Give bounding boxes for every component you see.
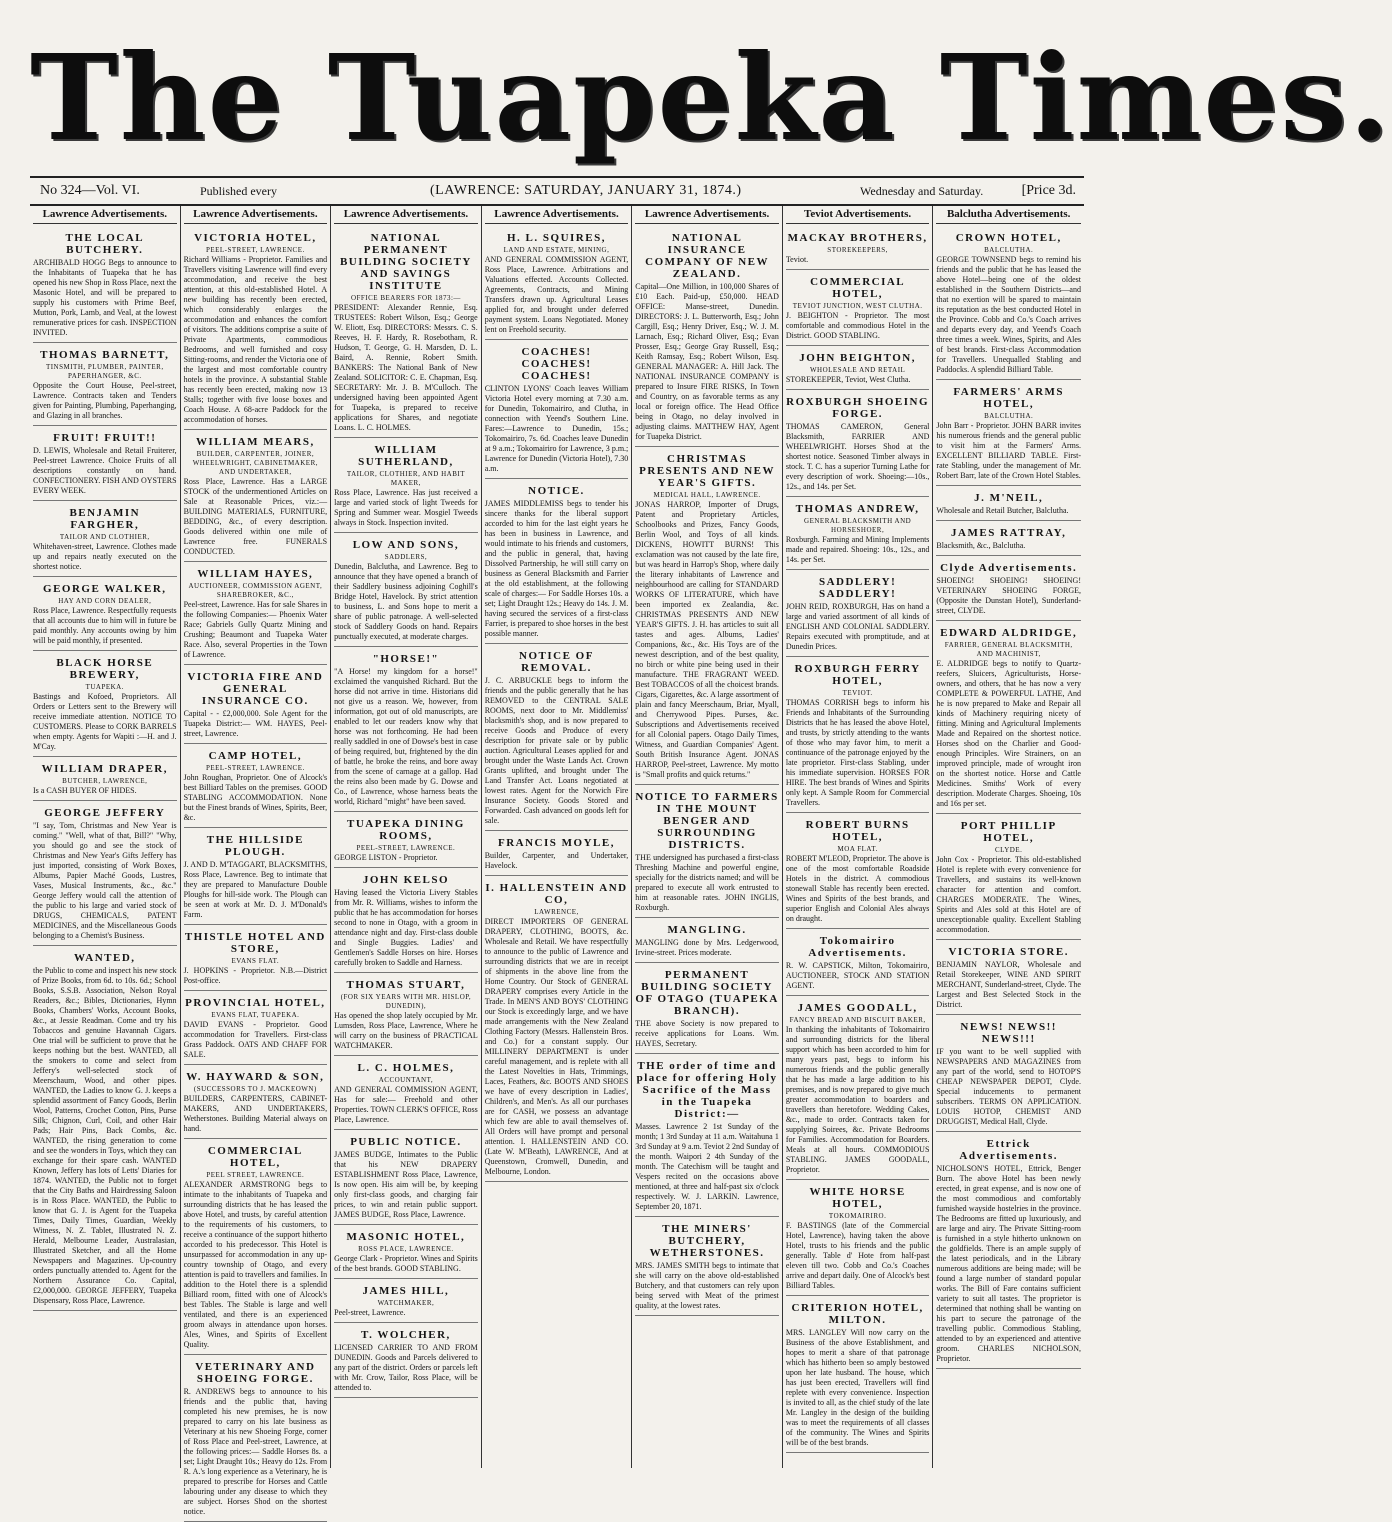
advertisement-body: JOHN REID, ROXBURGH, Has on hand a large and varied assortment of all kinds of ENGLISH AND COLONIAL SADDLERY. Repairs executed with promptitude, and at Dunedin Prices.	[785, 602, 930, 651]
advertisement-body: Teviot.	[785, 255, 809, 264]
advertisement	[485, 878, 629, 1182]
advertisement-subtitle: EVANS FLAT, TUAPEKA.	[211, 1011, 300, 1019]
advertisement-subtitle: LAWRENCE,	[534, 908, 579, 916]
advertisement	[33, 503, 177, 577]
advertisement-body: Richard Williams - Proprietor. Families and Travellers visiting Lawrence will find every accommodation, and receive the best attention, at this old-established Hotel. A new building has recently been erected, which considerably enlarges the accommodation and enhances the comfort of visitors. The additions comprise a suite of Private Apartments, commodious Bedrooms, and well furnished and cosy Sitting-rooms, and render the Victoria one of the largest and most comfortable country hotels in the province. A substantial Stable has recently been erected, making now 13 Stalls; together with five loose boxes and Coach House. A 68-acre Paddock for the accommodation of horses.	[183, 255, 328, 424]
advertisement-subtitle: TOKOMAIRIRO.	[828, 1212, 887, 1220]
advertisement-subtitle: MOA FLAT.	[837, 845, 878, 853]
advertisement	[936, 228, 1081, 380]
advertisement	[334, 870, 478, 973]
advertisement-body: PRESIDENT: Alexander Rennie, Esq. TRUSTEES: Robert Wilson, Esq.; George W. Eliott, Esq. DIRECTORS: Messrs. C. S. Reeves, H. F. Hardy, R. Rosebotham, R. Hudson, T. George, G. H. Marsden, D. L. Baird, A. Rennie, Robert Smith. BANKERS: The National Bank of New Zealand. SOLICITOR: C. E. Chapman, Esq. SECRETARY: Mr. J. B. M'Culloch. The undersigned having been appointed Agent for Tuapeka, is prepared to receive applications for Shares, and negotiate Loans. L. C. HOLMES.	[334, 303, 478, 432]
advertisement	[786, 572, 930, 657]
advertisement-body: ARCHIBALD HOGG Begs to announce to the Inhabitants of Tuapeka that he has opened his new Shop in Ross Place, next the Masonic Hotel, and will be prepared to supply his customers with Prime Beef, Mutton, Pork, Lamb, and Veal, at the lowest remunerative prices for cash. INSPECTION INVITED.	[33, 258, 177, 337]
advertisement	[786, 1182, 930, 1296]
advertisement-body: MRS. JAMES SMITH begs to intimate that she will carry on the above old-established Butchery, and that customers can rely upon being served with Meat of the primest quality, at the lowest rates.	[635, 1261, 779, 1310]
advertisement-title: NATIONAL INSURANCE COMPANY OF NEW ZEALAND.	[645, 232, 769, 280]
advertisement-subtitle: CLYDE.	[995, 846, 1023, 854]
advertisement-title: H. L. SQUIRES,	[507, 232, 606, 244]
advertisement	[184, 228, 328, 430]
advertisement-title: THE HILLSIDE PLOUGH.	[206, 834, 304, 858]
advertisement-body: F. BASTINGS (late of the Commercial Hotel, Lawrence), having taken the above Hotel, trusts to his friends and the public generally. Table d' Hote from half-past eleven till two. Cobb and Co.'s Coaches arrive and depart daily. One of Alcock's best Billiard Tables.	[785, 1221, 930, 1290]
advertisement-body: Masses. Lawrence 2 1st Sunday of the month; 1 3rd Sunday at 11 a.m. Waitahuna 1 3rd Sunday at 9 a.m. Teviot 2 2nd Sunday of the month. Waipori 2 4th Sunday of the month. The Catechism will be taught and Vespers recited on the occasions above mentioned, at three and half-past six o'clock respectively. W. J. LARKIN. Lawrence, September 20, 1871.	[635, 1122, 779, 1211]
advertisement-body: BENJAMIN NAYLOR, Wholesale and Retail Storekeeper, WINE AND SPIRIT MERCHANT, Sunderland-street, Clyde. The Largest and Best Selected Stock in the District.	[936, 960, 1081, 1009]
advertisement	[936, 558, 1081, 621]
advertisement-body: GEORGE TOWNSEND begs to remind his friends and the public that he has leased the above Hotel—being one of the oldest established in the Southern Districts—and that no exertion will be spared to maintain its reputation as the best conducted Hotel in the Province. Cobb and Co.'s Coach arrives and departs every day, and Yeend's Coach three times a week. Wines, Spirits, and Ales of best brands. First-class Accommodation for Travellers. Unequalled Stabling and Paddocks. A splendid Billiard Table.	[936, 255, 1081, 374]
dateline	[30, 176, 1084, 206]
advertisement-title: BENJAMIN FARGHER,	[69, 507, 141, 531]
advertisement-subtitle: ACCOUNTANT,	[378, 1076, 434, 1084]
newspaper-title: The Tuapeka Times.	[30, 28, 1392, 167]
advertisement-body: JONAS HARROP, Importer of Drugs, Patent and Proprietary Articles, Schoolbooks and Prizes, Fancy Goods, Berlin Wool, and Toys of all kinds. DICKENS, HOWITT BURNS! This exclamation was not caused by the late fire, but was heard in Harrop's Shop, where daily the literary inhabitants of Lawrence and neighbourhood are calling for STANDARD WORKS OF LITERATURE, which have been imported ex Zealandia, &c. CHRISTMAS PRESENTS AND NEW YEAR'S GIFTS. J. H. has articles to suit all tastes and ages. Albums, Ladies' Companions, &c., &c. His Toys are of the newest description, and of the best quality, no birch or white pine being used in their manufacture. THE FRAGRANT WEED. Best TOBACCOS of all the choicest brands. Cigars, Cigarettes, &c. A large assortment of plain and fancy Meerschaum, Briar, Myall, and Cherrywood Pipes. Purses, &c. Subscriptions and Advertisements received for all Colonial papers. Otago Daily Times, Witness, and Guardian Companies' Agent. South British Insurance Agent. JONAS HARROP, Peel-street, Lawrence. My motto is "Small profits and quick returns."	[635, 500, 779, 779]
advertisement-body: Capital - - £2,000,000. Sole Agent for the Tuapeka District:— WM. HAYES, Peel-street, Lawrence.	[183, 709, 328, 738]
advertisement-columns	[30, 206, 1084, 1516]
advertisement	[334, 649, 478, 812]
advertisement-subtitle: PEEL-STREET, LAWRENCE.	[356, 844, 456, 852]
advertisement-title: WHITE HORSE HOTEL,	[809, 1186, 906, 1210]
advertisement-body: J. C. ARBUCKLE begs to inform the friends and the public generally that he has REMOVED to the CENTRAL SALE ROOMS, next door to Mr. Middlemiss' blacksmith's shop, and is now prepared to receive Goods and Produce of every description for private sale or by public auction. Agricultural Leases applied for and brought under the Waste Lands Act. Crown Grants uplifted, and brought under The Land Transfer Act. Loans negotiated at lowest rates. Agent for the Norwich Fire Insurance Society. Goods Stored and Forwarded. Cash advanced on goods left for sale.	[484, 676, 629, 825]
advertisement	[936, 382, 1081, 486]
advertisement-title: COMMERCIAL HOTEL,	[810, 276, 906, 300]
advertisement-body: Dunedin, Balclutha, and Lawrence. Beg to announce that they have opened a branch of their Saddlery business adjoining Coghill's Bridge Hotel, Havelock. By strict attention to business, L. and Sons hope to merit a share of public patronage. A well-selected stock of Saddlery Goods on hand. Repairs punctually executed, at moderate charges.	[334, 562, 478, 641]
advertisement-subtitle: TINSMITH, PLUMBER, PAINTER, PAPERHANGER, &C.	[45, 363, 164, 380]
advertisement-title: I. HALLENSTEIN AND CO,	[485, 882, 628, 906]
advertisement	[485, 481, 629, 644]
advertisement-body: BUILDERS, CARPENTERS, CABINET-MAKERS, AND UNDERTAKERS, Wetherstones. Building Material always on hand.	[183, 1094, 328, 1133]
advertisement-body: John Barr - Proprietor. JOHN BARR invites his numerous friends and the general public to visit him at the Farmers' Arms. EXCELLENT BILLIARD TABLE. First-rate Stabling, under the management of Mr. Robert Barr, late of the Crown Hotel Stables.	[936, 421, 1081, 480]
advertisement-body: CLINTON LYONS' Coach leaves William Victoria Hotel every morning at 7.30 a.m. for Dunedin, Tokomairiro, and Clutha, in connection with Yeend's Southern Line. Fares:—Lawrence to Dunedin, 15s.; Tokomairiro, 7s. 6d. Coaches leave Dunedin at 9 a.m.; Tokomairiro for Lawrence, 3 p.m.; Lawrence for Dunedin (Victoria Hotel), 7.30 a.m.	[484, 384, 629, 473]
advertisement-body: "A Horse! my kingdom for a horse!" exclaimed the vanquished Richard. But the horse did not arrive in time. Historians did not give us a reason. We, however, from information, got out of old manuscripts, are enabled to let our readers know why that horse was not forthcoming. He had been really saddled in one of Dowse's best in case of being required, but, frightened by the din of battle, he broke the reins, and bore away from the scene of carnage at a gallop. Had the reins also been made by G. Dowse and Co., of Lawrence, whose harness beats the world, Richard "might" have been saved.	[334, 667, 478, 806]
advertisement	[635, 965, 779, 1054]
advertisement-body: Bastings and Kofoed, Proprietors. All Orders or Letters sent to the Brewery will receive immediate attention. NOTICE TO CUSTOMERS. Please to CORK BARRELS when empty. Agents for Wapiti :—H. and J. M'Cay.	[33, 692, 177, 751]
advertisement-subtitle: PEEL-STREET, LAWRENCE.	[205, 246, 305, 254]
advertisement-title: VICTORIA FIRE AND GENERAL INSURANCE CO.	[187, 671, 324, 707]
advertisement-subtitle: BUILDER, CARPENTER, JOINER, WHEELWRIGHT, CABINETMAKER, AND UNDERTAKER,	[192, 450, 318, 476]
advertisement-body: John Roughan, Proprietor. One of Alcock's best Billiard Tables on the premises. GOOD STABLING ACCOMMODATION. None but the Finest brands of Wines, Spirits, Beer, &c.	[183, 773, 328, 822]
advertisement-body: J. HOPKINS - Proprietor. N.B.—District Post-office.	[183, 966, 328, 985]
advertisement-subtitle: FARRIER, GENERAL BLACKSMITH, AND MACHINIST,	[944, 641, 1073, 658]
advertisement	[786, 659, 930, 813]
advertisement-body: ROBERT M'LEOD, Proprietor. The above is one of the most comfortable Roadside Hotels in the district. A commodious stonewall Stable has recently been erected. Wines and Spirits of the best brands, and superior English and Colonial Ales always on draught.	[785, 854, 930, 923]
advertisement-title: WILLIAM DRAPER,	[41, 763, 168, 775]
advertisement-subtitle: WATCHMAKER,	[377, 1299, 435, 1307]
advertisement	[334, 1227, 478, 1279]
advertisement-title: ROXBURGH FERRY HOTEL,	[794, 663, 921, 687]
advertisement	[184, 667, 328, 744]
advertisement-title: ROXBURGH SHOEING FORGE.	[786, 396, 930, 420]
advertisement-body: THE above Society is now prepared to receive applications for Loans. Wm. HAYES, Secretary.	[635, 1019, 779, 1048]
advertisement	[184, 927, 328, 991]
advertisement	[635, 1219, 779, 1316]
advertisement-body: DIRECT IMPORTERS OF GENERAL DRAPERY, CLOTHING, BOOTS, &c. Wholesale and Retail. We have respectfully to announce to the public of Lawrence and surrounding districts that we are in receipt of shipments in the above line from the Home Country. Our Stock of GENERAL DRAPERY comprises every Article in the Trade. In MEN'S AND BOYS' CLOTHING our Stock is exceedingly large, and we have made arrangements with the New Zealand Clothing Factory (Messrs. Hallenstein Bros. and Co.) for a constant supply. Our MILLINERY DEPARTMENT is under careful management, and is replete with all the Latest Novelties in Hats, Trimmings, Laces, Feathers, &c. BOOTS AND SHOES we have of every description in Ladies', Children's, and Men's. As all our purchases are for CASH, we possess an advantage which few are able to avail themselves of. All Orders will have prompt and personal attention. I. HALLENSTEIN AND CO. (Late W. M'Beath), LAWRENCE, And at Queenstown, Cromwell, Dunedin, and Melbourne, London.	[484, 917, 629, 1176]
advertisement-body: the Public to come and inspect his new stock of Prize Books, from 6d. to 10s. 6d.; School Books, S.S.B. Association, Nelson Royal Readers, &c.; Bibles, Dictionaries, Hymn Books, Chambers' Works, Account Books, &c., at Jessie Readman. Come and try his Tobaccos and genuine Havannah Cigars. One trial will be sufficient to prove that he keeps nothing but the best. WANTED, all the smokers to come and select from Jeffery's well-selected stock of Meerschaum, Wood, and other pipes. WANTED, the Ladies to know G. J. keeps a splendid assortment of Fancy Goods, Berlin Wool, Patterns, Crochet Cotton, Pins, Purse Silk; Chignon, Curl, Coil, and other Hair Pads; Hair Pins, Back Combs, &c. WANTED, the rising generation to come and see the wonders in Toys, which they can exchange for their spare cash. WANTED Known, Jeffery has lots of Letts' Diaries for 1874. WANTED, the Public not to forget that the City Baths and Hairdressing Saloon is in Ross Place. WANTED, the Public to know that G. J. is Agent for the Tuapeka Times, Daily Times, Guardian, Weekly Witness, N. Z. Tablet, Illustrated N. Z. Herald, Melbourne Leader, Australasian, Illustrated Sketcher, and all the Home Newspapers and Magazines. Up-country orders punctually attended to. Agent for the Northern Assurance Co. Capital, £2,000,000. GEORGE JEFFERY, Tuapeka Dispensary, Ross Place, Lawrence.	[33, 966, 177, 1305]
advertisement-body: Has opened the shop lately occupied by Mr. Lumsden, Ross Place, Lawrence, Where he will carry on the business of PRACTICAL WATCHMAKER.	[334, 1011, 478, 1050]
advertisement-subtitle: TUAPEKA.	[85, 683, 124, 691]
advertisement	[786, 392, 930, 497]
advertisement	[184, 830, 328, 925]
advertisement-subtitle: TAILOR AND CLOTHIER,	[59, 533, 150, 541]
column-heading: Lawrence Advertisements.	[184, 206, 328, 224]
advertisement	[936, 623, 1081, 814]
advertisement	[33, 803, 177, 946]
advertisement-subtitle: BALCLUTHA.	[984, 246, 1034, 254]
advertisement-title: CROWN HOTEL,	[955, 232, 1062, 244]
advertisement	[635, 1056, 779, 1217]
advertisement	[184, 1067, 328, 1139]
advertisement-title: FRUIT! FRUIT!!	[53, 432, 157, 444]
advertisement-body: IF you want to be well supplied with NEWSPAPERS AND MAGAZINES from any part of the world, send to HOTOP'S CHEAP NEWSPAPER DEPOT, Clyde. Special inducements to permanent subscribers. TERMS ON APPLICATION. LOUIS HOTOP, CHEMIST AND DRUGGIST, Medical Hall, Clyde.	[936, 1047, 1081, 1126]
advertisement-body: AND GENERAL COMMISSION AGENT, Has for sale:— Freehold and other Properties. TOWN CLERK'S OFFICE, Ross Place, Lawrence.	[334, 1085, 478, 1124]
advertisement	[33, 428, 177, 501]
column-2	[181, 206, 332, 1516]
advertisement	[33, 345, 177, 426]
advertisement-subtitle: FANCY BREAD AND BISCUIT BAKER,	[789, 1016, 926, 1024]
price: [Price 3d.	[1021, 183, 1076, 198]
advertisement	[485, 833, 629, 876]
advertisement-body: AND GENERAL COMMISSION AGENT, Ross Place, Lawrence. Arbitrations and Valuations effected. Accounts Collected. Agreements, Contracts, and Mining Transfers drawn up. Agricultural Leases applied for, and brought under deferred payment system. Loans Negotiated. Money lent on Freehold security.	[484, 255, 629, 334]
advertisement-subtitle: OFFICE BEARERS FOR 1873:—	[350, 294, 461, 302]
advertisement-title: GEORGE WALKER,	[43, 583, 167, 595]
column-3	[331, 206, 482, 1468]
advertisement	[334, 535, 478, 647]
advertisement-title: JAMES RATTRAY,	[951, 527, 1067, 539]
advertisement-body: MANGLING done by Mrs. Ledgerwood, Irvine-street. Prices moderate.	[635, 938, 779, 957]
advertisement-title: J. M'NEIL,	[974, 492, 1044, 504]
advertisement-title: THE MINERS' BUTCHERY, WETHERSTONES.	[649, 1223, 765, 1259]
advertisement-body: D. LEWIS, Wholesale and Retail Fruiterer, Peel-street Lawrence. Choice Fruits of all descriptions constantly on hand. CONFECTIONERY. FISH AND OYSTERS EVERY WEEK.	[33, 446, 177, 495]
advertisement-body: Blacksmith, &c., Balclutha.	[936, 541, 1026, 550]
advertisement	[184, 746, 328, 828]
advertisement	[33, 579, 177, 651]
advertisement-body: JAMES BUDGE, Intimates to the Public that his NEW DRAPERY ESTABLISHMENT Ross Place, Lawrence, Is now open. His aim will be, by keeping only first-class goods, and charging fair prices, to win and retain public support. JAMES BUDGE, Ross Place, Lawrence.	[334, 1150, 478, 1219]
column-6	[783, 206, 934, 1468]
advertisement-body: Roxburgh. Farming and Mining Implements made and repaired. Shoeing: 10s., 12s., and 14s. per Set.	[785, 535, 930, 564]
advertisement	[485, 342, 629, 479]
advertisement-body: LICENSED CARRIER TO AND FROM DUNEDIN. Goods and Parcels delivered to any part of the district. Orders or parcels left with Mr. Crow, Tailor, Ross Place, will be attended to.	[334, 1343, 478, 1392]
advertisement-body: THOMAS CAMERON, General Blacksmith, FARRIER AND WHEELWRIGHT. Horses Shod at the shortest notice. Seasoned Timber always in stock. T. C. has a superior Turning Lathe for every description of work. Shoeing:—10s., 12s., and 14s. per Set.	[785, 422, 930, 491]
advertisement-title: NOTICE OF REMOVAL.	[519, 650, 594, 674]
masthead	[30, 28, 1392, 168]
advertisement-title: PORT PHILLIP HOTEL,	[960, 820, 1057, 844]
advertisement-body: J. BEIGHTON - Proprietor. The most comfortable and commodious Hotel in the District. GOOD STABLING.	[785, 311, 930, 340]
advertisement-body: J. AND D. M'TAGGART, BLACKSMITHS, Ross Place, Lawrence. Beg to intimate that they are prepared to Manufacture Double Ploughs for hill-side work. The Plough can be seen at work at Mr. D. J. M'Donald's Farm.	[183, 860, 328, 919]
advertisement-title: L. C. HOLMES,	[357, 1062, 455, 1074]
column-7	[933, 206, 1084, 1468]
advertisement-body: Peel-street, Lawrence. Has for sale Shares in the following Companies:— Phoenix Water Race; Gabriels Gully Quartz Mining and Crushing; Beaumont and Tuapeka Water Race. Also, several Properties in the Town of Lawrence.	[183, 600, 328, 659]
advertisement-body: THOMAS CORRISH begs to inform his Friends and Inhabitants of the Surrounding Districts that he has leased the above Hotel, and trusts, by strictly attending to the wants of those who may favor him, to merit a continuance of the patronage enjoyed by the late proprietor. First-class Stabling, under his immediate supervision. HORSES FOR HIRE. The best brands of Wines and Spirits only kept. A Sample Room for Commercial Travellers.	[785, 698, 930, 807]
advertisement-body: Is a CASH BUYER OF HIDES.	[33, 786, 137, 795]
advertisement-title: TUAPEKA DINING ROOMS,	[346, 818, 465, 842]
advertisement-subtitle: (FOR SIX YEARS WITH MR. HISLOP, DUNEDIN),	[340, 993, 472, 1010]
advertisement-body: R. W. CAPSTICK, Milton, Tokomairiro, AUCTIONEER, STOCK AND STATION AGENT.	[785, 961, 930, 990]
advertisement	[936, 523, 1081, 556]
advertisement	[635, 228, 779, 447]
advertisement	[786, 1298, 930, 1453]
advertisement-title: THOMAS STUART,	[346, 979, 466, 991]
advertisement-body: In thanking the inhabitants of Tokomairiro and surrounding districts for the liberal support which has been accorded to him for many years past, begs to inform his numerous friends and the public generally that he has made a large addition to his premises, and is now prepared to give much greater accommodation to boarders and travellers than heretofore. Wedding Cakes, &c., made to order. Contracts taken for supplying Soirees, &c. Private Bedrooms for Families. Accommodation for Boarders. Meals at all hours. COMMODIOUS STABLING. JAMES GOODALL, Proprietor.	[785, 1025, 930, 1174]
advertisement-title: BLACK HORSE BREWERY,	[56, 657, 154, 681]
advertisement-subtitle: (SUCCESSORS TO J. MACKEOWN)	[193, 1085, 317, 1093]
advertisement-title: EDWARD ALDRIDGE,	[940, 627, 1078, 639]
advertisement	[485, 228, 629, 340]
advertisement-title: "HORSE!"	[372, 653, 440, 665]
advertisement	[33, 228, 177, 343]
advertisement	[33, 948, 177, 1311]
advertisement-title: THISTLE HOTEL AND STORE,	[184, 931, 326, 955]
advertisement-title: FRANCIS MOYLE,	[498, 837, 615, 849]
advertisement-subtitle: BUTCHER, LAWRENCE,	[62, 777, 148, 785]
advertisement-subtitle: TAILOR, CLOTHIER, AND HABIT MAKER,	[346, 470, 465, 487]
advertisement-title: SADDLERY! SADDLERY!	[818, 576, 897, 600]
advertisement	[334, 228, 478, 438]
advertisement-subtitle: GENERAL BLACKSMITH AND HORSESHOER,	[804, 517, 912, 534]
advertisement	[786, 272, 930, 346]
advertisement	[184, 993, 328, 1065]
advertisement	[33, 759, 177, 801]
advertisement-body: Ross Place, Lawrence. Has a LARGE STOCK of the undermentioned Articles on Sale at Reasonable Prices, viz.:— BUILDING MATERIALS, FURNITURE, BEDDING, &c., of every description. Goods delivered within one mile of Lawrence free. FUNERALS CONDUCTED.	[183, 477, 328, 556]
advertisement-title: JOHN KELSO	[362, 874, 450, 886]
advertisement-body: "I say, Tom, Christmas and New Year is coming." "Well, what of that, Bill?" "Why, you should go and see the stock of Christmas and New Year's Gifts Jeffery has just imported, consisting of Work Boxes, Albums, Papier Maché Goods, Lustres, Vases, Musical Instruments, &c., &c." George Jeffery would call the attention of the public to his large and varied stock of DRUGS, CHEMICALS, PATENT MEDICINES, and the Miscellaneous Goods belonging to a Chemist's Business.	[33, 821, 177, 940]
publication-days: Wednesday and Saturday.	[860, 184, 984, 198]
advertisement-title: Tokomairiro Advertisements.	[808, 935, 907, 959]
issue-number: No 324—Vol. VI.	[40, 183, 140, 198]
advertisement-title: GEORGE JEFFERY	[44, 807, 166, 819]
advertisement	[334, 1325, 478, 1398]
advertisement-body: Wholesale and Retail Butcher, Balclutha.	[936, 506, 1069, 515]
advertisement-body: Ross Place, Lawrence. Respectfully requests that all accounts due to him will in future be paid monthly. Any accounts owing by him will be paid monthly, if presented.	[33, 606, 177, 645]
column-heading: Lawrence Advertisements.	[33, 206, 177, 224]
advertisement-title: VICTORIA HOTEL,	[194, 232, 317, 244]
advertisement-body: SHOEING! SHOEING! SHOEING! VETERINARY SHOEING FORGE, (Opposite the Dunstan Hotel), Sunderland-street, CLYDE.	[936, 576, 1081, 615]
advertisement-title: THE order of time and place for offering Holy Sacrifice of the Mass in the Tuapeka District:—	[636, 1060, 778, 1120]
advertisement-body: Whitehaven-street, Lawrence. Clothes made up and repairs neatly executed on the shortest notice.	[33, 542, 177, 571]
advertisement-title: W. HAYWARD & SON,	[186, 1071, 325, 1083]
advertisement-title: WANTED,	[74, 952, 136, 964]
advertisement	[184, 1141, 328, 1355]
advertisement	[334, 814, 478, 868]
advertisement-subtitle: WHOLESALE AND RETAIL	[809, 366, 906, 374]
advertisement-subtitle: TEVIOT.	[842, 689, 873, 697]
column-heading: Teviot Advertisements.	[786, 206, 930, 224]
advertisement-body: JAMES MIDDLEMISS begs to tender his sincere thanks for the liberal support accorded to him for the last eight years he has been in business in Lawrence, and would intimate to his friends and customers, and the public in general, that, having Dissolved Partnership, he will still carry on business as General Blacksmith and Farrier at the old establishment, at the following scale of charges:— For Saddle Horses 10s. a set; Light Draught 12s.; Heavy do 14s. J. M. having secured the services of a first-class Farrier, is prepared to shoe horses in the best possible manner.	[484, 499, 629, 638]
advertisement-subtitle: EVANS FLAT.	[231, 957, 280, 965]
advertisement-title: COACHES! COACHES! COACHES!	[521, 346, 592, 382]
advertisement-title: WILLIAM HAYES,	[197, 568, 314, 580]
advertisement	[786, 998, 930, 1180]
advertisement	[334, 440, 478, 533]
advertisement	[334, 1132, 478, 1225]
advertisement-body: ALEXANDER ARMSTRONG begs to intimate to the inhabitants of Tuapeka and surrounding districts that he has leased the above Hotel, and trusts, by careful attention to the requirements of his customers, to receive a continuance of the support hitherto accorded to his predecessor. This Hotel is unsurpassed for accommodation in any up-country township of Otago, and every attention is paid to travellers and families. In addition to the Hotel there is a splendid Billiard room, fitted with one of Alcock's best Tables. The Stable is large and well ventilated, and there is an experienced groom always in attendance upon horses. Ales, Wines, and Spirits of Excellent Quality.	[183, 1180, 328, 1349]
advertisement	[936, 1134, 1081, 1369]
advertisement-body: Opposite the Court House, Peel-street, Lawrence. Contracts taken and Tenders given for Painting, Plumbing, Paperhanging, and Glazing in all branches.	[33, 381, 177, 420]
advertisement-body: Ross Place, Lawrence. Has just received a large and varied stock of light Tweeds for Spring and Summer wear. Mosgiel Tweeds always in Stock. Inspection invited.	[334, 488, 478, 527]
advertisement	[786, 348, 930, 390]
column-4	[482, 206, 633, 1468]
advertisement-title: THOMAS ANDREW,	[795, 503, 920, 515]
advertisement	[334, 975, 478, 1056]
advertisement	[936, 942, 1081, 1015]
advertisement-title: NATIONAL PERMANENT BUILDING SOCIETY AND SAVINGS INSTITUTE	[339, 232, 472, 292]
advertisement-subtitle: AUCTIONEER, COMMISSION AGENT, SHAREBROKER, &C.,	[188, 582, 323, 599]
advertisement	[786, 228, 930, 270]
advertisement	[184, 432, 328, 562]
place-date: (LAWRENCE: SATURDAY, JANUARY 31, 1874.)	[430, 183, 742, 198]
advertisement	[184, 564, 328, 665]
advertisement	[334, 1058, 478, 1130]
advertisement-subtitle: PEEL-STREET, LAWRENCE.	[205, 764, 305, 772]
advertisement-title: NEWS! NEWS!! NEWS!!!	[960, 1021, 1057, 1045]
advertisement-title: JAMES GOODALL,	[797, 1002, 918, 1014]
advertisement-subtitle: LAND AND ESTATE, MINING,	[503, 246, 610, 254]
advertisement	[936, 816, 1081, 940]
advertisement	[786, 815, 930, 929]
advertisement-title: MASONIC HOTEL,	[346, 1231, 466, 1243]
column-heading: Lawrence Advertisements.	[334, 206, 478, 224]
advertisement-title: COMMERCIAL HOTEL,	[207, 1145, 303, 1169]
column-heading: Lawrence Advertisements.	[485, 206, 629, 224]
advertisement-subtitle: PEEL STREET, LAWRENCE.	[206, 1171, 305, 1179]
advertisement-title: FARMERS' ARMS HOTEL,	[953, 386, 1065, 410]
advertisement-title: ROBERT BURNS HOTEL,	[805, 819, 910, 843]
column-heading: Lawrence Advertisements.	[635, 206, 779, 224]
advertisement-title: JOHN BEIGHTON,	[799, 352, 916, 364]
advertisement-title: WILLIAM SUTHERLAND,	[358, 444, 454, 468]
advertisement-subtitle: SADDLERS,	[384, 553, 428, 561]
column-heading: Balclutha Advertisements.	[936, 206, 1081, 224]
advertisement	[786, 499, 930, 570]
advertisement-title: T. WOLCHER,	[361, 1329, 451, 1341]
advertisement-subtitle: ROSS PLACE, LAWRENCE.	[358, 1245, 454, 1253]
advertisement-title: Clyde Advertisements.	[940, 562, 1078, 574]
advertisement-body: E. ALDRIDGE begs to notify to Quartz-reefers, Sluicers, Agriculturists, Horse-owners, and others, that he has now a very COMPLETE & POWERFUL LATHE, And he is now prepared to Make and Repair all kinds of Machinery requiring nicety of fitting. Mining and Agricultural Implements Made and Repaired on the shortest notice. Horses shod on the Charlier and Good-enough Principles. Wire Strainers, on an improved principle, made of wrought iron on the shortest notice. Horse and Cattle Medicines. Smiths' Work of every description. Moderate Charges. Shoeing, 10s and 16s per set.	[936, 659, 1081, 808]
advertisement-title: NOTICE.	[528, 485, 585, 497]
column-1	[30, 206, 181, 1468]
advertisement-body: GEORGE LISTON - Proprietor.	[334, 853, 438, 862]
advertisement-body: NICHOLSON'S HOTEL, Ettrick, Benger Burn. The above Hotel has been newly erected, in great expense, and is now one of the most commodious and comfortably furnished wayside hostelries in the province. The Bedrooms are fitted up luxuriously, and are large and airy. The Private Sitting-room is furnished in a style hitherto unknown on the goldfields. There is an ample supply of the latest periodicals, and in the Library numerous additions are being made; will be found a large number of standard popular works. The Bill of Fare contains sufficient variety to suit all tastes. The proprietor is determined that nothing shall be wanting on his part to secure the patronage of the travelling public. Commodious Stabling, attended to by an experienced and attentive groom. CHARLES NICHOLSON, Proprietor.	[936, 1164, 1081, 1363]
advertisement-title: CHRISTMAS PRESENTS AND NEW YEAR'S GIFTS.	[639, 453, 775, 489]
advertisement-subtitle: BALCLUTHA.	[984, 412, 1034, 420]
advertisement-body: Capital—One Million, in 100,000 Shares of £10 Each. Paid-up, £50,000. HEAD OFFICE: Manse-street, Dunedin. DIRECTORS: J. L. Butterworth, Esq.; John Cargill, Esq.; Henry Driver, Esq.; W. J. M. Larnach, Esq.; Richard Oliver, Esq.; Evan Prosser, Esq.; George Gray Russell, Esq.; Keith Ramsay, Esq.; Robert Wilson, Esq. GENERAL MANAGER: A. Hill Jack. The NATIONAL INSURANCE COMPANY is prepared to Insure FIRE RISKS, In Town and Country, on as favorable terms as any local or foreign office. The Head Office being in Otago, no delay involved in adjusting claims. MATTHEW HAY, Agent for Tuapeka District.	[635, 282, 779, 441]
advertisement	[936, 488, 1081, 521]
advertisement-body: Peel-street, Lawrence.	[334, 1308, 406, 1317]
advertisement-title: PERMANENT BUILDING SOCIETY OF OTAGO (TUAPEKA BRANCH).	[635, 969, 779, 1017]
advertisement-title: MANGLING.	[667, 924, 747, 936]
advertisement-body: George Clark - Proprietor. Wines and Spirits of the best brands. GOOD STABLING.	[334, 1254, 478, 1273]
advertisement-title: MACKAY BROTHERS,	[787, 232, 928, 244]
advertisement	[334, 1281, 478, 1323]
advertisement-subtitle: STOREKEEPERS,	[827, 246, 888, 254]
advertisement-title: PROVINCIAL HOTEL,	[185, 997, 326, 1009]
advertisement-subtitle: TEVIOT JUNCTION, WEST CLUTHA.	[792, 302, 923, 310]
advertisement-body: Having leased the Victoria Livery Stables from Mr. R. Williams, wishes to inform the public that he has accommodation for horses second to none in Otago, with a groom in attendance night and day. First-class double and Single Buggies. Ladies' and Gentlemen's Saddle Horses on hire. Horses carefully broken to Saddle and Harness.	[334, 888, 478, 967]
advertisement	[635, 449, 779, 785]
advertisement-title: THOMAS BARNETT,	[40, 349, 170, 361]
column-5	[632, 206, 783, 1468]
advertisement-title: LOW AND SONS,	[352, 539, 460, 551]
advertisement-subtitle: HAY AND CORN DEALER,	[58, 597, 152, 605]
advertisement-title: JAMES HILL,	[362, 1285, 450, 1297]
advertisement-title: THE LOCAL BUTCHERY.	[65, 232, 145, 256]
published-label: Published every	[200, 184, 277, 198]
advertisement	[936, 1017, 1081, 1132]
advertisement-title: WILLIAM MEARS,	[195, 436, 315, 448]
advertisement-title: NOTICE TO FARMERS IN THE MOUNT BENGER AND SURROUNDING DISTRICTS.	[635, 791, 779, 851]
advertisement	[184, 1357, 328, 1522]
advertisement-title: PUBLIC NOTICE.	[350, 1136, 462, 1148]
advertisement-subtitle: MEDICAL HALL, LAWRENCE.	[653, 491, 761, 499]
advertisement	[635, 920, 779, 963]
advertisement	[33, 653, 177, 757]
advertisement-body: THE undersigned has purchased a first-class Threshing Machine and powerful engine, specially for the districts named; and will be prepared to execute all work entrusted to him at reasonable rates. JOHN INGLIS, Roxburgh.	[635, 853, 779, 912]
advertisement-body: MRS. LANGLEY Will now carry on the Business of the above Establishment, and hopes to merit a share of that patronage which has hitherto been so amply bestowed upon her late husband. The house, which has just been erected, Travellers will find replete with every convenience. Inspection is invited to all, as the chief study of the late Mr. Langley in the design of the building was to meet the requirements of all classes of the community. The Wines and Spirits will be of the best brands.	[785, 1328, 930, 1447]
advertisement	[485, 646, 629, 831]
advertisement-body: R. ANDREWS begs to announce to his friends and the public that, having completed his new premises, he is now prepared to carry on his late business as Veterinary at his new Shoeing Forge, corner of Ross Place and Peel-street, Lawrence, at the following prices:— Saddle Horses 8s. a set; Light Draught 10s.; Heavy do 12s. From R. A.'s long experience as a Veterinary, he is prepared to prescribe for Horses and Cattle labouring under any disease to which they are subject. Horses Shod on the shortest notice.	[183, 1387, 328, 1516]
advertisement	[786, 931, 930, 996]
advertisement	[635, 787, 779, 918]
advertisement-title: VICTORIA STORE.	[948, 946, 1069, 958]
advertisement-title: Ettrick Advertisements.	[959, 1138, 1058, 1162]
advertisement-body: DAVID EVANS - Proprietor. Good accommodation for Travellers. First-class Grass Paddock. OATS AND CHAFF FOR SALE.	[183, 1020, 328, 1059]
advertisement-title: CRITERION HOTEL, MILTON.	[791, 1302, 924, 1326]
advertisement-body: John Cox - Proprietor. This old-established Hotel is replete with every convenience for Travellers, and sustains its well-known character for attention and comfort. CHARGES MODERATE. The Wines, Spirits and Ales sold at this Hotel are of unexceptionable quality. Excellent Stabling accommodation.	[936, 855, 1081, 934]
advertisement-body: Builder, Carpenter, and Undertaker, Havelock.	[484, 851, 629, 870]
advertisement-title: CAMP HOTEL,	[208, 750, 303, 762]
advertisement-body: STOREKEEPER, Teviot, West Clutha.	[785, 375, 911, 384]
advertisement-title: VETERINARY AND SHOEING FORGE.	[195, 1361, 316, 1385]
